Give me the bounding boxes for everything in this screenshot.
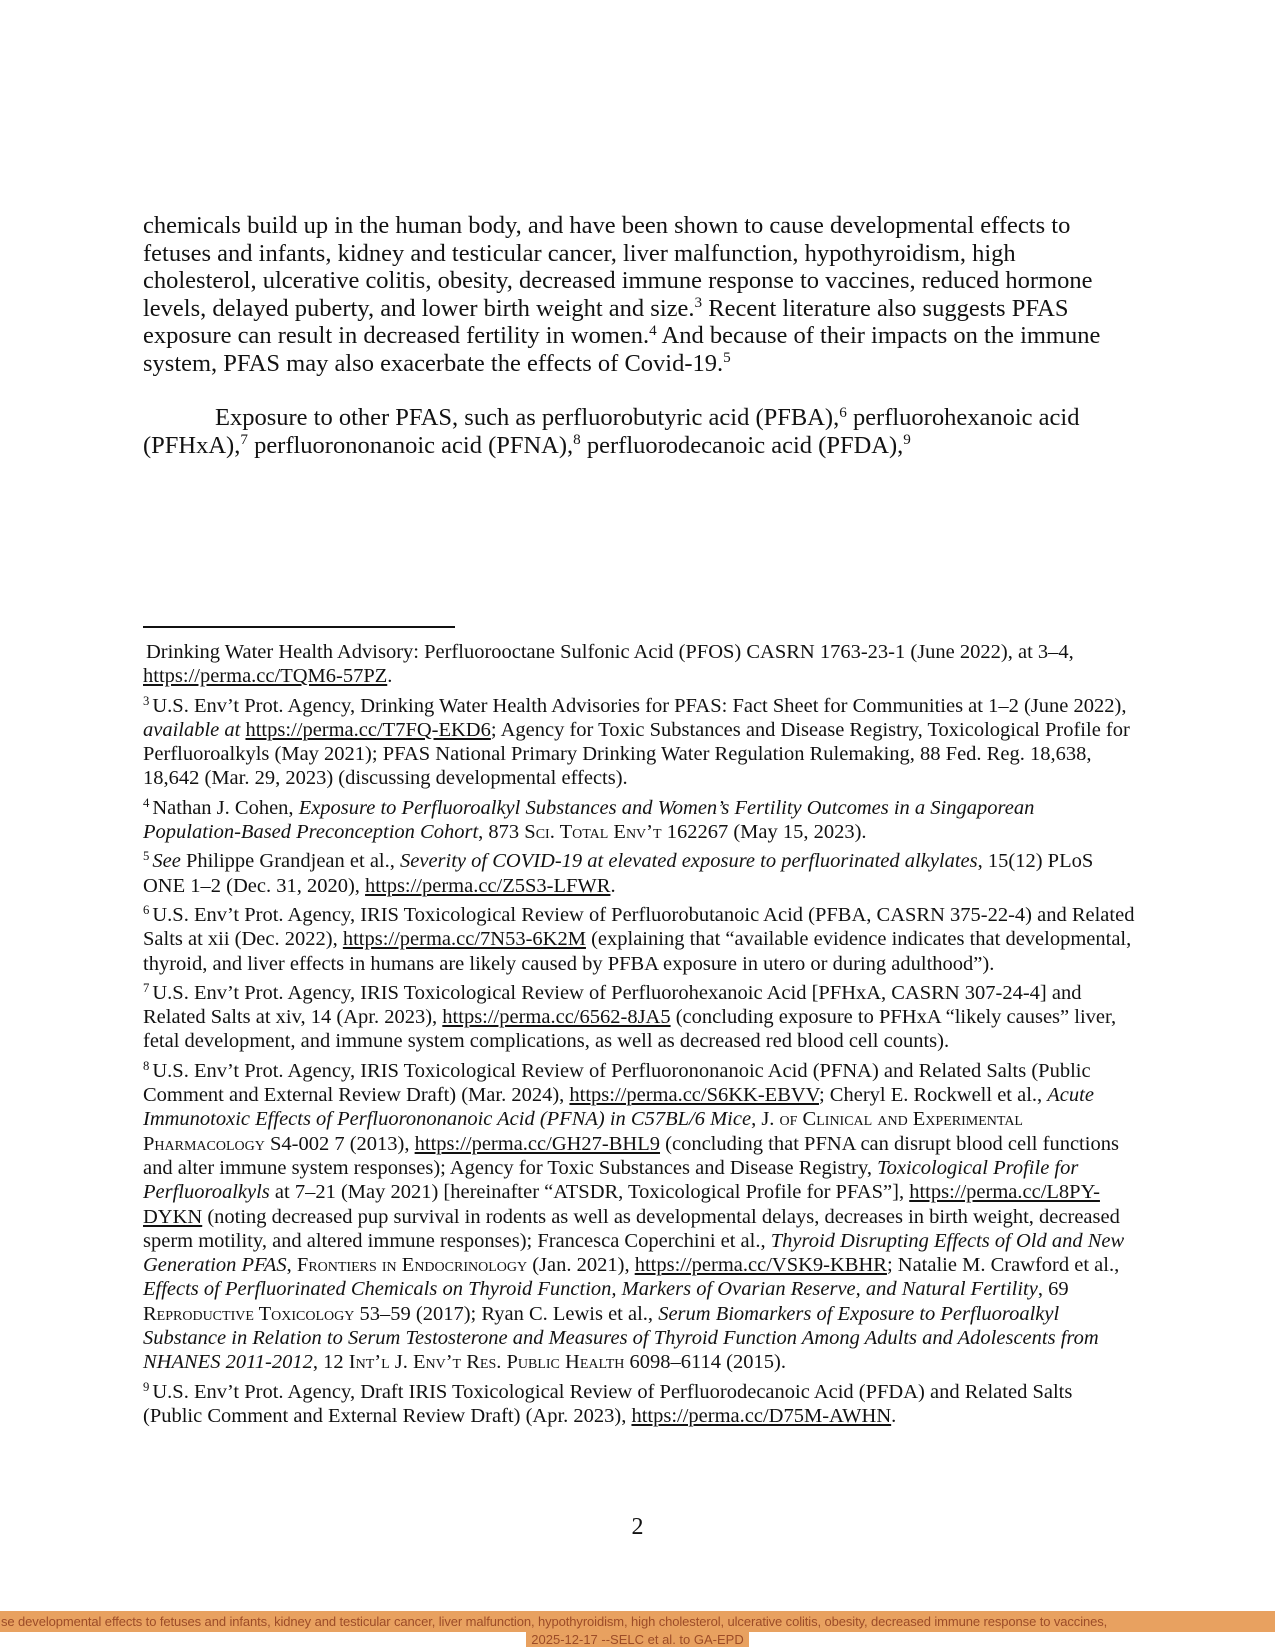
- perma-link[interactable]: https://perma.cc/7N53-6K2M: [342, 928, 586, 951]
- footnote-5: [143, 849, 1135, 898]
- perma-link[interactable]: https://perma.cc/VSK9-KBHR: [634, 1254, 887, 1277]
- text-run: Int’l J. Env’t Res. Public Health: [348, 1351, 625, 1374]
- text-run: U.S. Env’t Prot. Agency, IRIS Toxicological Review of Perfluorononanoic Acid (PFNA) and Related Salts (Public Comment and External Review Draft) (Mar. 2024),: [143, 1059, 1091, 1107]
- text-run: ,: [286, 1254, 297, 1277]
- perma-link[interactable]: https://perma.cc/GH27-BHL9: [414, 1132, 661, 1155]
- perma-link[interactable]: https://perma.cc/S6KK-EBVV: [569, 1084, 819, 1107]
- footnote-marker: 3: [143, 693, 150, 708]
- perma-link[interactable]: https://perma.cc/L8PY-DYKN: [143, 1181, 1100, 1228]
- text-run: 162267 (May 15, 2023).: [661, 821, 867, 844]
- text-run: .: [610, 874, 616, 897]
- text-run: U.S. Env’t Prot. Agency, Draft IRIS Toxicological Review of Perfluorodecanoic Acid (PFDA) and Related Salts (Public Comment and External Review Draft) (Apr. 2023),: [143, 1380, 1073, 1427]
- text-run: Effects of Perfluorinated Chemicals on Thyroid Function, Markers of Ovarian Reserve, and Natural Fertility: [143, 1278, 1038, 1301]
- body-text: [143, 212, 1135, 459]
- text-run: ; Cheryl E. Rockwell et al.,: [818, 1084, 1048, 1107]
- text-run: Reproductive Toxicology: [143, 1302, 355, 1325]
- text-run: , 873: [478, 821, 525, 844]
- footnote-ref: 5: [723, 349, 731, 367]
- perma-link[interactable]: https://perma.cc/6562-8JA5: [442, 1006, 671, 1029]
- text-run: (concluding exposure to PFHxA “likely causes” liver, fetal development, and immune system complications, as well as decreased red blood cell counts).: [143, 1006, 1117, 1053]
- text-run: ; Agency for Toxic Substances and Disease Registry, Toxicological Profile for Perfluoroalkyls (May 2021); PFAS National Primary Drinking Water Regulation Rulemaking, 88 Fed. Reg. 18,638, 18,642 (Mar. 29, 2023) (discussing developmental effects).: [143, 718, 1130, 790]
- highlight-banner-line2-wrap: [0, 1632, 1275, 1647]
- footnote-ref: 3: [694, 294, 703, 312]
- footnote-ref: 8: [573, 431, 581, 449]
- text-run: Acute Immunotoxic Effects of Perfluorononanoic Acid (PFNA) in C57BL/6 Mice: [143, 1084, 1094, 1131]
- text-run: U.S. Env’t Prot. Agency, Drinking Water Health Advisories for PFAS: Fact Sheet for Communities at 1–2 (June 2022),: [152, 694, 1127, 717]
- text-run: 6098–6114 (2015).: [624, 1351, 786, 1374]
- footnote-marker: 6: [143, 902, 150, 917]
- footnote-carryover: [143, 640, 1135, 689]
- text-run: (concluding that PFNA can disrupt blood cell functions and alter immune system responses); Agency for Toxic Substances and Disease Registry,: [143, 1132, 1119, 1179]
- text-run: Frontiers in Endocrinology: [296, 1254, 528, 1277]
- text-run: at 7–21 (May 2021) [hereinafter “ATSDR, Toxicological Profile for PFAS”],: [269, 1181, 910, 1204]
- text-run: available at: [143, 718, 246, 741]
- body-paragraph-2: [143, 404, 1135, 459]
- footnote-marker: 5: [143, 849, 150, 864]
- footnote-ref: 4: [649, 321, 657, 339]
- perma-link[interactable]: https://perma.cc/D75M-AWHN: [631, 1404, 892, 1427]
- text-run: Thyroid Disrupting Effects of Old and New Generation PFAS: [143, 1229, 1125, 1277]
- text-run: U.S. Env’t Prot. Agency, IRIS Toxicological Review of Perfluorohexanoic Acid [PFHxA, CASRN 307-24-4] and Related Salts at xiv, 14 (Apr. 2023),: [143, 981, 1082, 1029]
- body-paragraph-1: [143, 212, 1135, 377]
- text-run: See: [152, 850, 181, 873]
- text-run: ; Natalie M. Crawford et al.,: [886, 1254, 1120, 1277]
- text-run: chemicals build up in the human body, and have been shown to cause developmental effects to fetuses and infants, kidney and testicular cancer, liver malfunction, hypothyroidism, high cholesterol, ulcerative colitis, obesity, decreased immune response to vaccines, reduced hormone levels, delayed puberty, and lower birth weight and size.: [143, 212, 1093, 322]
- text-run: , 69: [1037, 1278, 1069, 1301]
- text-run: U.S. Env’t Prot. Agency, IRIS Toxicological Review of Perfluorobutanoic Acid (PFBA, CASRN 375-22-4) and Related Salts at xii (Dec. 2022),: [143, 903, 1135, 951]
- footnote-9: [143, 1380, 1135, 1429]
- text-run: (Jan. 2021),: [527, 1254, 635, 1277]
- perma-link[interactable]: https://perma.cc/T7FQ-EKD6: [245, 718, 491, 741]
- text-run: (noting decreased pup survival in rodents as well as developmental delays, decreases in birth weight, decreased sperm motility, and altered immune responses); Francesca Coperchini et al.,: [143, 1205, 1120, 1252]
- text-run: And because of their impacts on the immune system, PFAS may also exacerbate the effects of Covid-19.: [143, 322, 1101, 377]
- text-run: Exposure to Perfluoroalkyl Substances and Women’s Fertility Outcomes in a Singaporean Population-Based Preconception Cohort: [143, 796, 1035, 844]
- footnote-marker: 4: [143, 795, 150, 810]
- document-stamp-label: 2025-12-17 --SELC et al. to GA-EPD: [526, 1632, 748, 1647]
- text-run: S4-002 7 (2013),: [264, 1132, 415, 1155]
- footnote-marker: 7: [143, 980, 150, 995]
- text-run: Exposure to other PFAS, such as perfluorobutyric acid (PFBA),: [215, 404, 840, 431]
- footnote-8: [143, 1059, 1135, 1375]
- text-run: , 12: [312, 1351, 349, 1374]
- footnote-6: [143, 903, 1135, 976]
- footnote-ref: 9: [903, 431, 911, 449]
- footnotes-section: [143, 640, 1135, 1433]
- page-number: 2: [631, 1514, 644, 1540]
- highlight-banner-line1: se developmental effects to fetuses and infants, kidney and testicular cancer, liver malfunction, hypothyroidism, high cholesterol, ulcerative colitis, obesity, decreased immune response to vaccines,: [0, 1611, 1275, 1632]
- footnote-ref: 6: [839, 403, 847, 421]
- footnote-marker: 9: [143, 1379, 150, 1394]
- perma-link[interactable]: https://perma.cc/TQM6-57PZ: [143, 665, 388, 688]
- text-run: perfluorononanoic acid (PFNA),: [247, 431, 574, 459]
- text-run: , 15(12) PLoS ONE 1–2 (Dec. 31, 2020),: [143, 850, 1094, 897]
- text-run: 53–59 (2017); Ryan C. Lewis et al.,: [354, 1302, 659, 1325]
- text-run: J. of Clinical and Experimental Pharmacology: [143, 1108, 1023, 1155]
- text-run: Severity of COVID-19 at elevated exposure to perfluorinated alkylates: [400, 850, 978, 873]
- text-run: Drinking Water Health Advisory: Perfluorooctane Sulfonic Acid (PFOS) CASRN 1763-23-1 (June 2022), at 3–4,: [146, 641, 1074, 663]
- text-run: Toxicological Profile for Perfluoroalkyls: [143, 1156, 1079, 1204]
- text-run: ,: [751, 1108, 762, 1131]
- footnote-7: [143, 981, 1135, 1054]
- text-run: Nathan J. Cohen,: [152, 796, 299, 819]
- perma-link[interactable]: https://perma.cc/Z5S3-LFWR: [365, 874, 611, 897]
- text-run: .: [891, 1404, 897, 1427]
- text-run: perfluorodecanoic acid (PFDA),: [580, 431, 904, 459]
- text-run: perfluorohexanoic acid (PFHxA),: [143, 404, 1080, 459]
- footnote-marker: 8: [143, 1058, 150, 1073]
- text-run: .: [387, 665, 393, 688]
- text-run: Serum Biomarkers of Exposure to Perfluoroalkyl Substance in Relation to Serum Testosterone and Measures of Thyroid Function Among Adults and Adolescents from NHANES 2011-2012: [143, 1302, 1099, 1374]
- text-run: Sci. Total Env’t: [524, 821, 662, 844]
- text-run: (explaining that “available evidence indicates that developmental, thyroid, and liver effects in humans are likely caused by PFBA exposure in utero or during adulthood”).: [143, 928, 1132, 975]
- footnote-3: [143, 694, 1135, 791]
- footnote-separator: [143, 626, 455, 628]
- text-run: Philippe Grandjean et al.,: [180, 850, 400, 873]
- text-run: Recent literature also suggests PFAS exposure can result in decreased fertility in women.: [143, 294, 1069, 349]
- footnote-ref: 7: [240, 431, 248, 449]
- footnote-4: [143, 796, 1135, 845]
